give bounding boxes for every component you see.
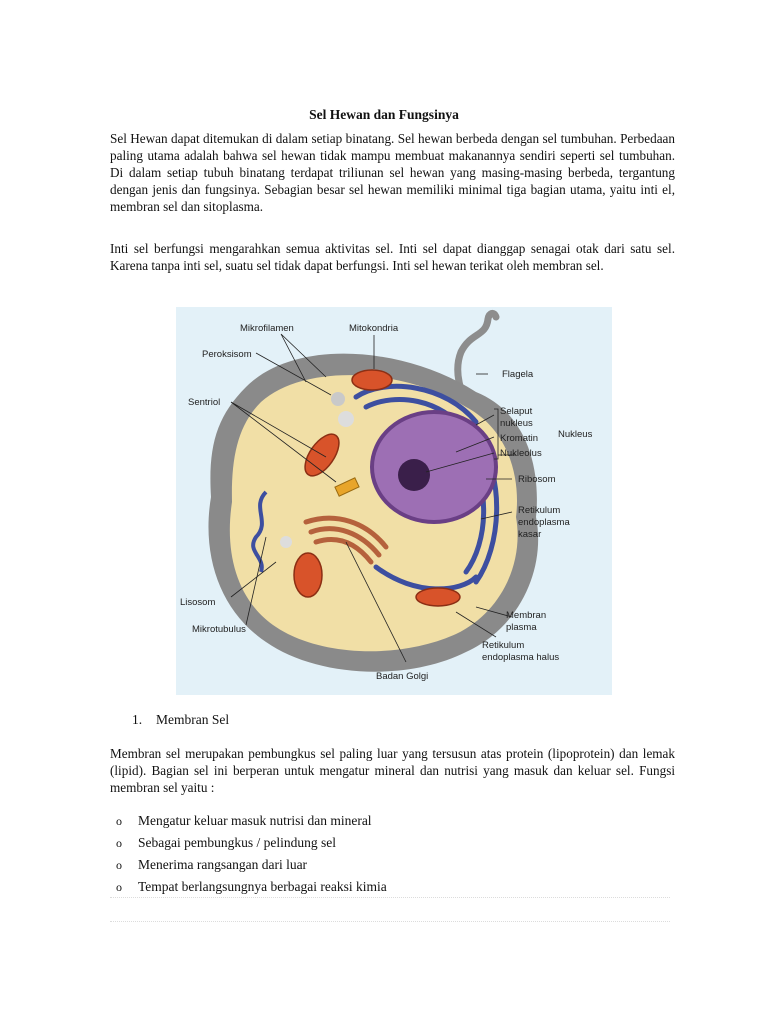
label-mikrotubulus: Mikrotubulus xyxy=(192,624,246,635)
label-sentriol: Sentriol xyxy=(188,397,221,408)
label-rek-1: Retikulum xyxy=(518,505,561,516)
label-kromatin: Kromatin xyxy=(500,433,539,444)
list-item: o Menerima rangsangan dari luar xyxy=(116,857,308,872)
label-membran-1: Membran xyxy=(506,610,547,621)
animal-cell-diagram xyxy=(176,307,612,695)
lysosome-shape xyxy=(280,536,292,548)
mitochondrion-top xyxy=(352,370,392,390)
label-reh-2: endoplasma halus xyxy=(482,652,560,663)
cell-illustration xyxy=(176,307,612,695)
label-nukleolus: Nukleolus xyxy=(500,448,542,459)
paragraph-intro: Sel Hewan dapat ditemukan di dalam setiap binatang. Sel hewan berbeda dengan sel tumbuhan. Perbedaan paling utama adalah bahwa sel hewan tidak mampu membuat makanannya sendiri seperti sel tumbuhan. Di dalam setiap tubuh binatang terdapat triliunan sel hewan yang masing-masing berbeda, tergantung dengan jenis dan fungsinya. Sebagian besar sel hewan memiliki minimal tiga bagian utama, yaitu inti el, membran sel dan sitoplasma. xyxy=(110,131,675,214)
label-rek-2: endoplasma xyxy=(518,517,570,528)
paragraph-membrane: Membran sel merupakan pembungkus sel paling luar yang tersusun atas protein (lipoprotein) dan lemak (lipid). Bagian sel ini berperan untuk mengatur mineral dan nutrisi yang masuk dan keluar sel. Fungsi membran sel yaitu : xyxy=(110,746,675,795)
document-title: Sel Hewan dan Fungsinya xyxy=(309,107,459,122)
label-mikrofilamen: Mikrofilamen xyxy=(240,323,294,334)
mitochondrion-right xyxy=(416,588,460,606)
label-rek-3: kasar xyxy=(518,529,542,540)
membrane-function-list xyxy=(110,812,670,900)
section-title: Membran Sel xyxy=(156,712,230,727)
list-item: o Tempat berlangsungnya berbagai reaksi kimia xyxy=(116,879,387,894)
label-lisosom: Lisosom xyxy=(180,597,216,608)
label-membran-2: plasma xyxy=(506,622,537,633)
label-mitokondria: Mitokondria xyxy=(349,323,399,334)
nucleus-shape xyxy=(372,412,496,522)
divider xyxy=(110,897,670,898)
divider xyxy=(110,921,670,922)
label-selaput-1: Selaput xyxy=(500,406,533,417)
label-nukleus: Nukleus xyxy=(558,429,593,440)
label-golgi: Badan Golgi xyxy=(376,671,429,682)
label-ribosom: Ribosom xyxy=(518,474,556,485)
label-reh-1: Retikulum xyxy=(482,640,525,651)
label-peroksisom: Peroksisom xyxy=(202,349,252,360)
label-selaput-2: nukleus xyxy=(500,418,533,429)
label-flagela: Flagela xyxy=(502,369,534,380)
section-number: 1. xyxy=(132,712,143,727)
peroxisome-shape xyxy=(331,392,345,406)
list-item: o Sebagai pembungkus / pelindung sel xyxy=(116,835,336,850)
mitochondrion-bottom xyxy=(294,553,322,597)
paragraph-nucleus: Inti sel berfungsi mengarahkan semua aktivitas sel. Inti sel dapat dianggap senagai otak dari satu sel. Karena tanpa inti sel, suatu sel tidak dapat berfungsi. Inti sel hewan terikat oleh membran sel. xyxy=(110,241,675,273)
nucleolus-shape xyxy=(398,459,430,491)
list-item: o Mengatur keluar masuk nutrisi dan mineral xyxy=(116,813,372,828)
vesicle-shape xyxy=(338,411,354,427)
section-heading xyxy=(132,712,229,728)
